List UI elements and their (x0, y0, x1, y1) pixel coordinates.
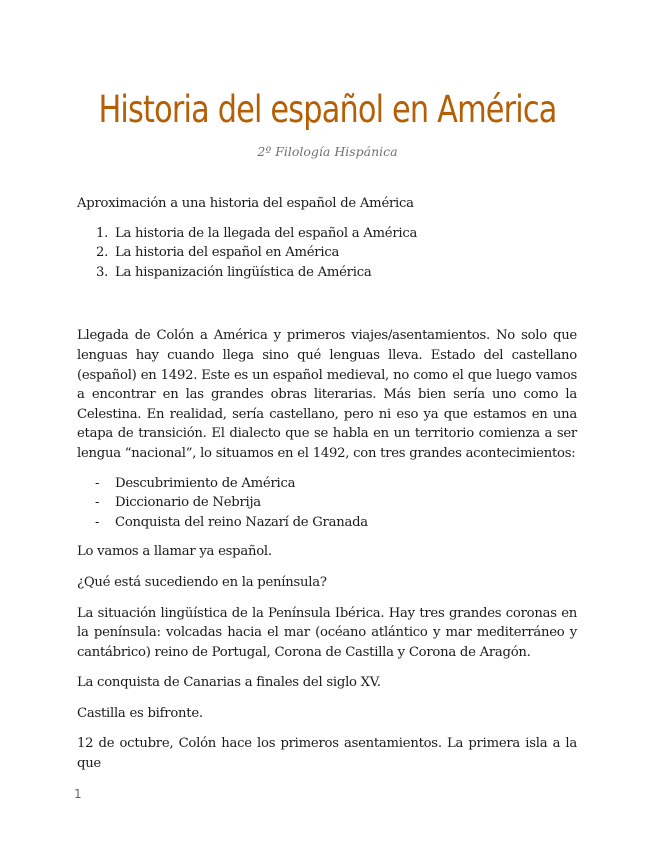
toc-item (96, 263, 577, 283)
toc-item-number: 1. (96, 225, 109, 241)
toc-item-number: 3. (96, 264, 109, 280)
event-text: Descubrimiento de América (115, 475, 296, 491)
event-item (95, 513, 577, 533)
dash-bullet: - (95, 514, 100, 530)
toc-item-number: 2. (96, 245, 109, 261)
section-spacer (77, 282, 577, 326)
toc-list (77, 224, 577, 283)
event-text: Diccionario de Nebrija (115, 495, 261, 511)
document-subtitle: 2º Filología Hispánica (257, 144, 398, 159)
paragraph: La conquista de Canarias a finales del siglo XV. (77, 675, 381, 691)
paragraph: La situación lingüística de la Península Ibérica. Hay tres grandes coronas en la península: volcadas hacia el mar (océano atlántico y mar mediterráneo y cantábrico) reino de Portugal, Corona de Castilla y Corona de Aragón. (77, 605, 577, 660)
toc-item-text: La hispanización lingüística de América (115, 264, 372, 280)
event-item (95, 493, 577, 513)
intro-paragraph: Aproximación a una historia del español de América (77, 196, 414, 211)
document-body (77, 194, 577, 774)
dash-bullet: - (95, 475, 100, 491)
toc-item-text: La historia del español en América (115, 245, 340, 261)
event-text: Conquista del reino Nazarí de Granada (115, 514, 368, 530)
toc-item (96, 224, 577, 244)
toc-item (96, 243, 577, 263)
events-list (77, 474, 577, 533)
paragraph: ¿Qué está sucediendo en la península? (77, 574, 327, 590)
event-item (95, 474, 577, 494)
paragraph: Llegada de Colón a América y primeros viajes/asentamientos. No solo que lenguas hay cuando llega sino qué lenguas lleva. Estado del castellano (español) en 1492. Este es un español medieval, no como el que luego vamos a encontrar en las grandes obras literarias. Más bien sería uno como la Celestina. En realidad, sería castellano, pero ni eso ya que estamos en una etapa de transición. El dialecto que se habla en un territorio comienza a ser lengua “nacional”, lo situamos en el 1492, con tres grandes acontecimientos: (77, 328, 577, 461)
document-title: Historia del español en América (98, 88, 557, 131)
toc-item-text: La historia de la llegada del español a América (115, 225, 418, 241)
paragraph: Lo vamos a llamar ya español. (77, 544, 272, 560)
dash-bullet: - (95, 495, 100, 511)
page-number: 1 (74, 787, 82, 801)
paragraph: 12 de octubre, Colón hace los primeros asentamientos. La primera isla a la que (77, 736, 577, 772)
paragraph: Castilla es bifronte. (77, 705, 203, 721)
